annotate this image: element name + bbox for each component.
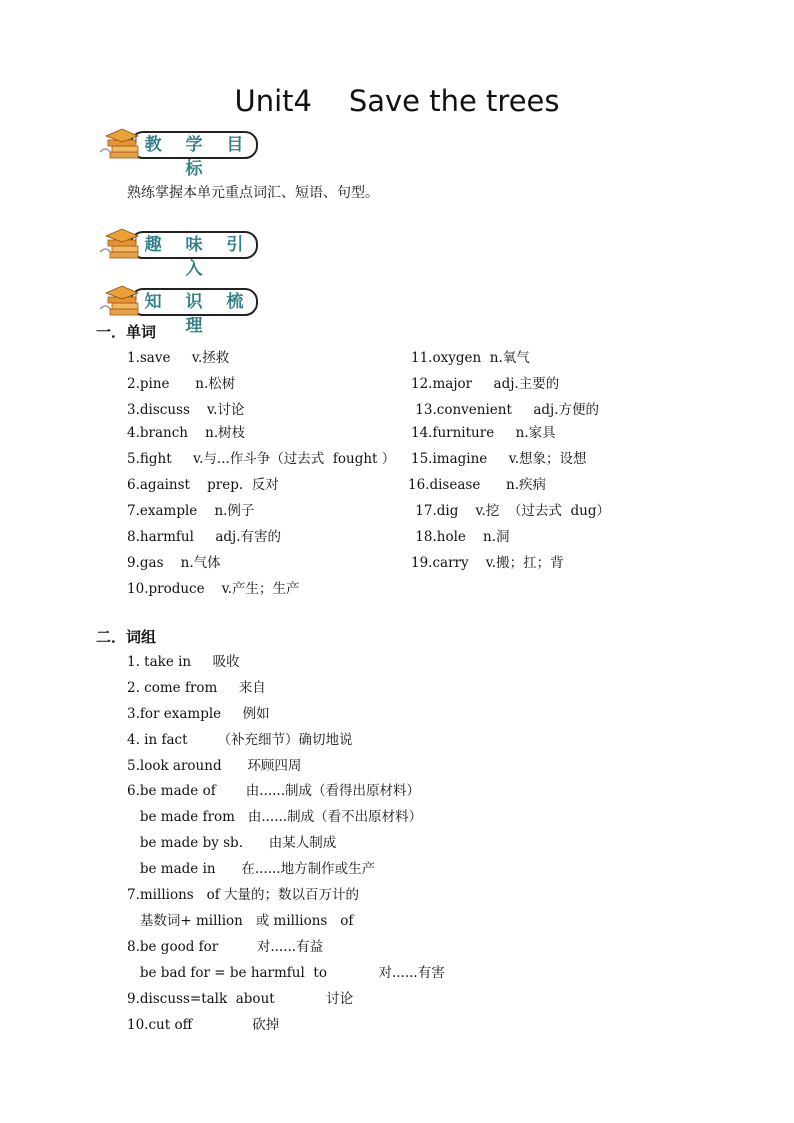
goal-text: 熟练掌握本单元重点词汇、短语、句型。 [127, 185, 379, 201]
word-item: 8.harmful adj.有害的 [127, 529, 282, 545]
phrase-item: 5.look around 环顾四周 [127, 758, 302, 774]
word-item: 4.branch n.树枝 [127, 425, 246, 441]
section-label-goals: 教 学 目 标 [144, 135, 253, 179]
word-item: 17.dig v.挖 （过去式 dug） [411, 503, 610, 519]
page-title: Unit4 Save the trees [234, 84, 560, 118]
phrase-item: 4. in fact （补充细节）确切地说 [127, 732, 353, 748]
phrase-item: be made in 在......地方制作或生产 [127, 861, 376, 877]
phrase-item: 7.millions of 大量的；数以百万计的 [127, 887, 359, 903]
word-item: 5.fight v.与...作斗争（过去式 fought ） [127, 451, 396, 467]
word-item: 10.produce v.产生；生产 [127, 581, 300, 597]
word-item: 13.convenient adj.方便的 [411, 402, 600, 418]
phrase-item: 8.be good for 对......有益 [127, 939, 324, 955]
word-item: 11.oxygen n.氧气 [411, 350, 530, 366]
phrase-item: 基数词+ million 或 millions of [127, 913, 354, 929]
word-item: 12.major adj.主要的 [411, 376, 560, 392]
word-item: 19.carry v.搬；扛；背 [411, 555, 564, 571]
word-item: 18.hole n.洞 [411, 529, 510, 545]
phrase-item: be bad for = be harmful to 对......有害 [127, 965, 445, 981]
section-label-knowledge: 知 识 梳 理 [144, 292, 253, 336]
phrase-item: 10.cut off 砍掉 [127, 1017, 280, 1033]
books-grad-cap-icon [98, 126, 148, 166]
phrase-item: be made by sb. 由某人制成 [127, 835, 337, 851]
phrase-item: 9.discuss=talk about 讨论 [127, 991, 354, 1007]
words-heading: 一．单词 [96, 323, 157, 341]
books-grad-cap-icon [98, 283, 148, 323]
word-item: 6.against prep. 反对 [127, 477, 279, 493]
word-item: 3.discuss v.讨论 [127, 402, 245, 418]
word-item: 1.save v.拯救 [127, 350, 230, 366]
phrase-item: 1. take in 吸收 [127, 654, 240, 670]
phrases-heading: 二．词组 [96, 628, 157, 646]
phrase-item: 2. come from 来自 [127, 680, 266, 696]
word-item: 2.pine n.松树 [127, 376, 236, 392]
word-item: 9.gas n.气体 [127, 555, 221, 571]
word-item: 14.furniture n.家具 [411, 425, 556, 441]
phrase-item: 6.be made of 由......制成（看得出原材料） [127, 783, 420, 799]
section-banner-intro [98, 226, 258, 279]
word-item: 7.example n.例子 [127, 503, 255, 519]
section-label-intro: 趣 味 引 入 [144, 235, 253, 279]
section-banner-goals [98, 126, 258, 179]
word-item: 15.imagine v.想象；设想 [411, 451, 587, 467]
phrase-item: 3.for example 例如 [127, 706, 270, 722]
word-item: 16.disease n.疾病 [408, 477, 547, 493]
books-grad-cap-icon [98, 226, 148, 266]
phrase-item: be made from 由......制成（看不出原材料） [127, 809, 423, 825]
